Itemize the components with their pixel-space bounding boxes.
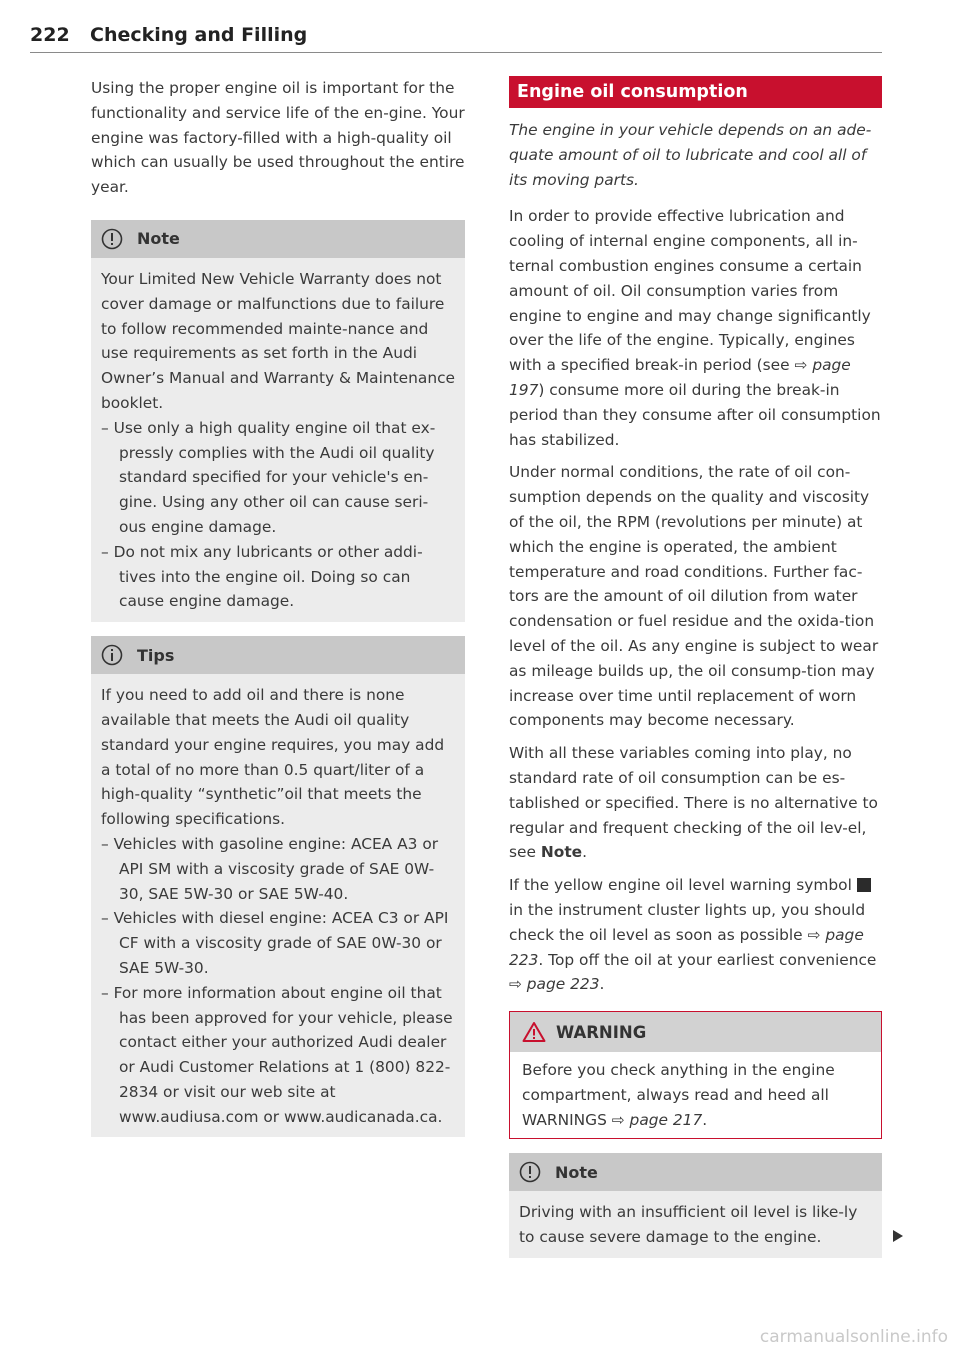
list-item: – Do not mix any lubricants or other addi-tives into the engine oil. Doing so can cause engine damage.	[101, 542, 423, 611]
list-item: – Vehicles with gasoline engine: ACEA A3 or API SM with a viscosity grade of SAE 0W-30, SAE 5W-30 or SAE 5W-40.	[101, 834, 439, 903]
section-heading: Engine oil consumption	[509, 76, 882, 108]
tips-box	[91, 636, 465, 1137]
tips-header	[91, 636, 465, 674]
warning-body	[510, 1052, 881, 1138]
page-reference-link[interactable]: ⇨ page 223	[509, 925, 864, 969]
note-title: Note	[555, 1162, 598, 1182]
list-item: – For more information about engine oil that has been approved for your vehicle, please contact either your authorized Audi dealer or Audi Customer Relations at 1 (800) 822-2834 or visit our web site at www.audiusa.com or www.audicanada.ca.	[101, 983, 453, 1126]
paragraph: If the yellow engine oil level warning symbol in the instrument cluster lights up, you should check the oil level as soon as possible ⇨ page 223. Top off the oil at your earliest convenience ⇨ page 223.	[509, 876, 877, 994]
note-header	[91, 220, 465, 258]
intro-paragraph: Using the proper engine oil is important for the functionality and service life of the en-gine. Your engine was factory-filled with a high-quality oil which can usually be used throughout the entire year.	[91, 79, 465, 197]
note-title: Note	[137, 229, 180, 249]
info-circle-icon	[101, 644, 123, 666]
section-title: Checking and Filling	[90, 24, 308, 46]
watermark: carmanualsonline.info	[759, 1327, 948, 1347]
list-item: – Vehicles with diesel engine: ACEA C3 or API CF with a viscosity grade of SAE 0W-30 or SAE 5W-30.	[101, 909, 449, 977]
tips-text: If you need to add oil and there is none available that meets the Audi oil quality standard your engine requires, you may add a total of no more than 0.5 quart/liter of a high-quality “synthetic”oil that meets the following specifications.	[101, 686, 445, 829]
left-column	[91, 76, 465, 1137]
tips-body	[91, 674, 465, 1137]
page-reference-link[interactable]: ⇨ page 197	[509, 356, 851, 399]
oil-warning-symbol-icon	[857, 878, 871, 892]
note-reference: Note	[540, 843, 583, 862]
warning-box	[509, 1011, 882, 1139]
note-header	[509, 1153, 882, 1191]
warning-title: WARNING	[556, 1022, 647, 1042]
note-box	[91, 220, 465, 622]
section-intro: The engine in your vehicle depends on an ade-quate amount of oil to lubricate and cool all of its moving parts.	[509, 121, 872, 189]
note-text: Driving with an insufficient oil level is like-ly to cause severe damage to the engine.	[519, 1203, 858, 1247]
warning-header	[510, 1012, 881, 1052]
page-number: 222	[30, 24, 70, 46]
note-body	[91, 258, 465, 622]
warning-text: Before you check anything in the engine compartment, always read and heed all WARNINGS ⇨ page 217.	[522, 1061, 835, 1129]
paragraph: In order to provide effective lubrication and cooling of internal engine components, all in-ternal combustion engines consume a certain amount of oil. Oil consumption varies from engine to engine and may change significantly over the life of the engine. Typically, engines with a specified break-in period (see ⇨ page 197) consume more oil during the break-in period than they consume after oil consumption has stabilized.	[509, 207, 881, 449]
paragraph: With all these variables coming into play, no standard rate of oil consumption can be es-tablished or specified. There is no alternative to regular and frequent checking of the oil lev-el, see Note.	[509, 744, 878, 862]
tips-title: Tips	[137, 645, 175, 665]
paragraph: Under normal conditions, the rate of oil con-sumption depends on the quality and viscosity of the oil, the RPM (revolutions per minute) at which the engine is operated, the ambient temperature and road conditions. Further fac-tors are the amount of oil dilution from water condensation or fuel residue and the oxida-tion level of the oil. As any engine is subject to wear as mileage builds up, the oil consump-tion may increase over time until replacement of worn components may become necessary.	[509, 463, 879, 730]
exclamation-circle-icon	[101, 228, 123, 250]
note-text: Your Limited New Vehicle Warranty does not cover damage or malfunctions due to failure to follow recommended mainte-nance and use requirements as set forth in the Audi Owner’s Manual and Warranty & Maintenance booklet.	[101, 269, 455, 412]
page-header	[30, 22, 882, 53]
note-body	[509, 1191, 882, 1258]
exclamation-circle-icon	[519, 1161, 541, 1183]
continue-arrow-icon	[893, 1230, 903, 1242]
page-reference-link[interactable]: ⇨ page 223	[509, 975, 600, 994]
page-reference-link[interactable]: ⇨ page 217	[611, 1110, 703, 1129]
note-box	[509, 1153, 882, 1258]
warning-triangle-icon	[522, 1021, 546, 1043]
right-column	[509, 76, 882, 1258]
list-item: – Use only a high quality engine oil that ex-pressly complies with the Audi oil quality standard specified for your vehicle's en-gine. Using any other oil can cause seri-ous engine damage.	[101, 418, 436, 536]
